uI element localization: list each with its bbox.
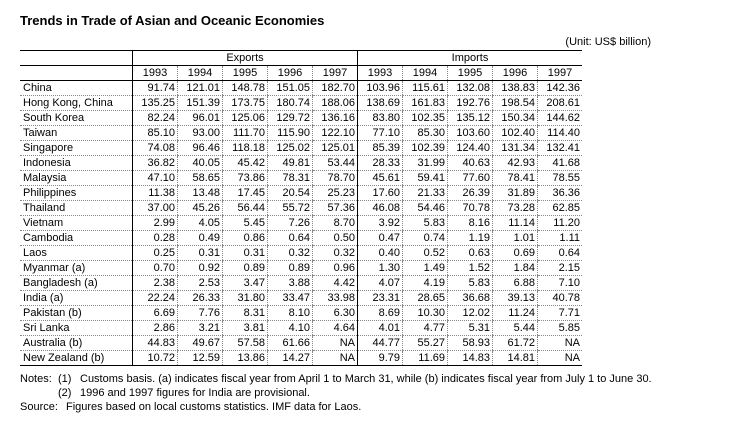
imports-value: NA — [538, 336, 583, 351]
exports-value: 2.38 — [133, 276, 178, 291]
country-name: Taiwan — [20, 126, 133, 141]
exports-value: 4.10 — [268, 321, 313, 336]
imports-value: 78.55 — [538, 171, 583, 186]
exports-value: 93.00 — [178, 126, 223, 141]
imports-value: 77.60 — [448, 171, 493, 186]
imports-value: 0.74 — [403, 231, 448, 246]
exports-value: 78.70 — [313, 171, 358, 186]
year-header-exports: 1996 — [268, 66, 313, 81]
year-header-exports: 1997 — [313, 66, 358, 81]
year-header-exports: 1995 — [223, 66, 268, 81]
imports-value: 115.61 — [403, 81, 448, 96]
exports-value: NA — [313, 351, 358, 366]
note-text: Customs basis. (a) indicates fiscal year from April 1 to March 31, while (b) indicates fiscal year from July 1 to June 30. — [80, 373, 652, 385]
imports-value: 54.46 — [403, 201, 448, 216]
country-name: Thailand — [20, 201, 133, 216]
exports-value: 57.36 — [313, 201, 358, 216]
source-text: Figures based on local customs statistics. IMF data for Laos. — [66, 401, 362, 413]
table-row — [20, 171, 582, 186]
country-name: Myanmar (a) — [20, 261, 133, 276]
imports-value: 1.52 — [448, 261, 493, 276]
exports-value: 0.64 — [268, 231, 313, 246]
year-header-imports: 1994 — [403, 66, 448, 81]
exports-value: 57.58 — [223, 336, 268, 351]
exports-value: 20.54 — [268, 186, 313, 201]
country-name: New Zealand (b) — [20, 351, 133, 366]
exports-value: 53.44 — [313, 156, 358, 171]
exports-value: 148.78 — [223, 81, 268, 96]
country-name: Indonesia — [20, 156, 133, 171]
country-name: South Korea — [20, 111, 133, 126]
imports-value: 138.83 — [493, 81, 538, 96]
exports-value: NA — [313, 336, 358, 351]
table-row — [20, 186, 582, 201]
imports-value: 0.64 — [538, 246, 583, 261]
imports-value: 28.33 — [358, 156, 403, 171]
imports-value: 5.85 — [538, 321, 583, 336]
exports-value: 0.31 — [223, 246, 268, 261]
exports-value: 188.06 — [313, 96, 358, 111]
imports-value: 124.40 — [448, 141, 493, 156]
year-header-exports: 1994 — [178, 66, 223, 81]
table-row — [20, 306, 582, 321]
imports-value: 46.08 — [358, 201, 403, 216]
imports-value: 103.60 — [448, 126, 493, 141]
imports-value: 132.41 — [538, 141, 583, 156]
exports-value: 37.00 — [133, 201, 178, 216]
exports-value: 7.76 — [178, 306, 223, 321]
exports-value: 8.31 — [223, 306, 268, 321]
imports-value: 102.40 — [493, 126, 538, 141]
exports-value: 82.24 — [133, 111, 178, 126]
table-row — [20, 96, 582, 111]
imports-value: 8.16 — [448, 216, 493, 231]
exports-value: 135.25 — [133, 96, 178, 111]
imports-value: 9.79 — [358, 351, 403, 366]
source-line — [20, 400, 660, 414]
imports-value: 103.96 — [358, 81, 403, 96]
exports-value: 44.83 — [133, 336, 178, 351]
exports-value: 182.70 — [313, 81, 358, 96]
notes-label: Notes: — [20, 373, 52, 385]
exports-value: 0.49 — [178, 231, 223, 246]
exports-value: 33.47 — [268, 291, 313, 306]
imports-value: 11.24 — [493, 306, 538, 321]
imports-value: 208.61 — [538, 96, 583, 111]
country-name: Hong Kong, China — [20, 96, 133, 111]
imports-value: 36.36 — [538, 186, 583, 201]
exports-value: 0.89 — [268, 261, 313, 276]
exports-value: 91.74 — [133, 81, 178, 96]
exports-value: 22.24 — [133, 291, 178, 306]
imports-value: 73.28 — [493, 201, 538, 216]
exports-value: 73.86 — [223, 171, 268, 186]
exports-value: 118.18 — [223, 141, 268, 156]
imports-value: 131.34 — [493, 141, 538, 156]
imports-value: 198.54 — [493, 96, 538, 111]
exports-value: 8.70 — [313, 216, 358, 231]
exports-value: 115.90 — [268, 126, 313, 141]
imports-value: 1.49 — [403, 261, 448, 276]
imports-value: 5.44 — [493, 321, 538, 336]
imports-value: 23.31 — [358, 291, 403, 306]
exports-value: 3.88 — [268, 276, 313, 291]
exports-value: 11.38 — [133, 186, 178, 201]
exports-value: 45.26 — [178, 201, 223, 216]
imports-value: 4.19 — [403, 276, 448, 291]
imports-value: 77.10 — [358, 126, 403, 141]
imports-value: 135.12 — [448, 111, 493, 126]
exports-value: 33.98 — [313, 291, 358, 306]
notes-section — [20, 372, 660, 414]
table-row — [20, 141, 582, 156]
imports-value: 0.52 — [403, 246, 448, 261]
country-name: Pakistan (b) — [20, 306, 133, 321]
exports-value: 96.46 — [178, 141, 223, 156]
imports-value: 61.72 — [493, 336, 538, 351]
imports-value: 44.77 — [358, 336, 403, 351]
note-2 — [20, 386, 660, 400]
table-row — [20, 276, 582, 291]
exports-value: 0.32 — [313, 246, 358, 261]
exports-value: 7.26 — [268, 216, 313, 231]
exports-value: 3.47 — [223, 276, 268, 291]
imports-value: 1.84 — [493, 261, 538, 276]
imports-value: 39.13 — [493, 291, 538, 306]
exports-value: 14.27 — [268, 351, 313, 366]
country-name: Australia (b) — [20, 336, 133, 351]
country-name: China — [20, 81, 133, 96]
exports-value: 31.80 — [223, 291, 268, 306]
exports-value: 26.33 — [178, 291, 223, 306]
exports-value: 3.21 — [178, 321, 223, 336]
exports-value: 129.72 — [268, 111, 313, 126]
imports-value: 62.85 — [538, 201, 583, 216]
exports-value: 6.30 — [313, 306, 358, 321]
exports-value: 5.45 — [223, 216, 268, 231]
table-row — [20, 291, 582, 306]
exports-value: 56.44 — [223, 201, 268, 216]
imports-value: 192.76 — [448, 96, 493, 111]
exports-value: 125.01 — [313, 141, 358, 156]
exports-value: 8.10 — [268, 306, 313, 321]
exports-value: 49.67 — [178, 336, 223, 351]
imports-value: 102.39 — [403, 141, 448, 156]
imports-value: 14.81 — [493, 351, 538, 366]
exports-value: 0.89 — [223, 261, 268, 276]
imports-value: 41.68 — [538, 156, 583, 171]
year-header-exports: 1993 — [133, 66, 178, 81]
country-name: Philippines — [20, 186, 133, 201]
imports-value: 59.41 — [403, 171, 448, 186]
imports-value: 4.07 — [358, 276, 403, 291]
exports-value: 85.10 — [133, 126, 178, 141]
exports-value: 0.32 — [268, 246, 313, 261]
exports-value: 0.86 — [223, 231, 268, 246]
imports-value: 138.69 — [358, 96, 403, 111]
trade-table — [20, 50, 582, 366]
year-header-imports: 1993 — [358, 66, 403, 81]
exports-value: 0.70 — [133, 261, 178, 276]
group-header-imports: Imports — [358, 51, 583, 66]
header-blank — [20, 66, 133, 81]
header-blank — [20, 51, 133, 66]
imports-value: 17.60 — [358, 186, 403, 201]
imports-value: 144.62 — [538, 111, 583, 126]
exports-value: 12.59 — [178, 351, 223, 366]
imports-value: 1.19 — [448, 231, 493, 246]
exports-value: 122.10 — [313, 126, 358, 141]
year-header-imports: 1997 — [538, 66, 583, 81]
table-row — [20, 216, 582, 231]
exports-value: 0.92 — [178, 261, 223, 276]
imports-value: NA — [538, 351, 583, 366]
exports-value: 13.86 — [223, 351, 268, 366]
imports-value: 6.88 — [493, 276, 538, 291]
imports-value: 40.63 — [448, 156, 493, 171]
imports-value: 7.10 — [538, 276, 583, 291]
country-name: India (a) — [20, 291, 133, 306]
imports-value: 1.30 — [358, 261, 403, 276]
imports-value: 4.01 — [358, 321, 403, 336]
imports-value: 102.35 — [403, 111, 448, 126]
imports-value: 31.89 — [493, 186, 538, 201]
imports-value: 42.93 — [493, 156, 538, 171]
exports-value: 0.25 — [133, 246, 178, 261]
year-header-imports: 1996 — [493, 66, 538, 81]
exports-value: 96.01 — [178, 111, 223, 126]
imports-value: 45.61 — [358, 171, 403, 186]
imports-value: 114.40 — [538, 126, 583, 141]
unit-label: (Unit: US$ billion) — [565, 36, 651, 48]
exports-value: 45.42 — [223, 156, 268, 171]
exports-value: 47.10 — [133, 171, 178, 186]
exports-value: 121.01 — [178, 81, 223, 96]
imports-value: 7.71 — [538, 306, 583, 321]
exports-value: 0.31 — [178, 246, 223, 261]
exports-value: 55.72 — [268, 201, 313, 216]
exports-value: 0.96 — [313, 261, 358, 276]
imports-value: 2.15 — [538, 261, 583, 276]
exports-value: 40.05 — [178, 156, 223, 171]
imports-value: 85.30 — [403, 126, 448, 141]
imports-value: 85.39 — [358, 141, 403, 156]
imports-value: 0.69 — [493, 246, 538, 261]
note-number: (1) — [58, 373, 72, 385]
table-row — [20, 126, 582, 141]
exports-value: 61.66 — [268, 336, 313, 351]
exports-value: 17.45 — [223, 186, 268, 201]
exports-value: 25.23 — [313, 186, 358, 201]
table-row — [20, 246, 582, 261]
imports-value: 58.93 — [448, 336, 493, 351]
table-row — [20, 231, 582, 246]
exports-value: 0.28 — [133, 231, 178, 246]
imports-value: 132.08 — [448, 81, 493, 96]
table-row — [20, 201, 582, 216]
country-name: Bangladesh (a) — [20, 276, 133, 291]
exports-value: 125.06 — [223, 111, 268, 126]
table-row — [20, 321, 582, 336]
imports-value: 142.36 — [538, 81, 583, 96]
exports-value: 74.08 — [133, 141, 178, 156]
imports-value: 0.63 — [448, 246, 493, 261]
imports-value: 21.33 — [403, 186, 448, 201]
imports-value: 83.80 — [358, 111, 403, 126]
imports-value: 0.47 — [358, 231, 403, 246]
exports-value: 10.72 — [133, 351, 178, 366]
imports-value: 36.68 — [448, 291, 493, 306]
imports-value: 3.92 — [358, 216, 403, 231]
exports-value: 173.75 — [223, 96, 268, 111]
imports-value: 5.83 — [448, 276, 493, 291]
imports-value: 0.40 — [358, 246, 403, 261]
year-header-row — [20, 66, 582, 81]
exports-value: 3.81 — [223, 321, 268, 336]
exports-value: 180.74 — [268, 96, 313, 111]
imports-value: 11.14 — [493, 216, 538, 231]
note-1 — [20, 372, 660, 386]
exports-value: 4.42 — [313, 276, 358, 291]
page-title: Trends in Trade of Asian and Oceanic Economies — [20, 13, 325, 28]
imports-value: 70.78 — [448, 201, 493, 216]
exports-value: 78.31 — [268, 171, 313, 186]
imports-value: 26.39 — [448, 186, 493, 201]
exports-value: 6.69 — [133, 306, 178, 321]
imports-value: 5.31 — [448, 321, 493, 336]
imports-value: 4.77 — [403, 321, 448, 336]
table-body — [20, 81, 582, 366]
country-name: Singapore — [20, 141, 133, 156]
imports-value: 11.69 — [403, 351, 448, 366]
imports-value: 1.01 — [493, 231, 538, 246]
imports-value: 31.99 — [403, 156, 448, 171]
imports-value: 12.02 — [448, 306, 493, 321]
exports-value: 49.81 — [268, 156, 313, 171]
exports-value: 0.50 — [313, 231, 358, 246]
table-row — [20, 81, 582, 96]
year-header-imports: 1995 — [448, 66, 493, 81]
imports-value: 1.11 — [538, 231, 583, 246]
imports-value: 28.65 — [403, 291, 448, 306]
note-number: (2) — [58, 387, 72, 399]
imports-value: 40.78 — [538, 291, 583, 306]
imports-value: 14.83 — [448, 351, 493, 366]
source-label: Source: — [20, 401, 58, 413]
country-name: Sri Lanka — [20, 321, 133, 336]
imports-value: 5.83 — [403, 216, 448, 231]
exports-value: 2.86 — [133, 321, 178, 336]
group-header-exports: Exports — [133, 51, 358, 66]
exports-value: 13.48 — [178, 186, 223, 201]
table-row — [20, 156, 582, 171]
note-text: 1996 and 1997 figures for India are provisional. — [80, 387, 310, 399]
exports-value: 111.70 — [223, 126, 268, 141]
imports-value: 11.20 — [538, 216, 583, 231]
exports-value: 151.05 — [268, 81, 313, 96]
country-name: Cambodia — [20, 231, 133, 246]
country-name: Malaysia — [20, 171, 133, 186]
imports-value: 150.34 — [493, 111, 538, 126]
exports-value: 2.99 — [133, 216, 178, 231]
exports-value: 36.82 — [133, 156, 178, 171]
exports-value: 125.02 — [268, 141, 313, 156]
imports-value: 78.41 — [493, 171, 538, 186]
exports-value: 151.39 — [178, 96, 223, 111]
exports-value: 2.53 — [178, 276, 223, 291]
imports-value: 10.30 — [403, 306, 448, 321]
table-row — [20, 111, 582, 126]
exports-value: 136.16 — [313, 111, 358, 126]
exports-value: 4.05 — [178, 216, 223, 231]
imports-value: 55.27 — [403, 336, 448, 351]
imports-value: 8.69 — [358, 306, 403, 321]
table-row — [20, 336, 582, 351]
country-name: Laos — [20, 246, 133, 261]
exports-value: 58.65 — [178, 171, 223, 186]
table-row — [20, 261, 582, 276]
exports-value: 4.64 — [313, 321, 358, 336]
country-name: Vietnam — [20, 216, 133, 231]
table-row — [20, 351, 582, 366]
imports-value: 161.83 — [403, 96, 448, 111]
